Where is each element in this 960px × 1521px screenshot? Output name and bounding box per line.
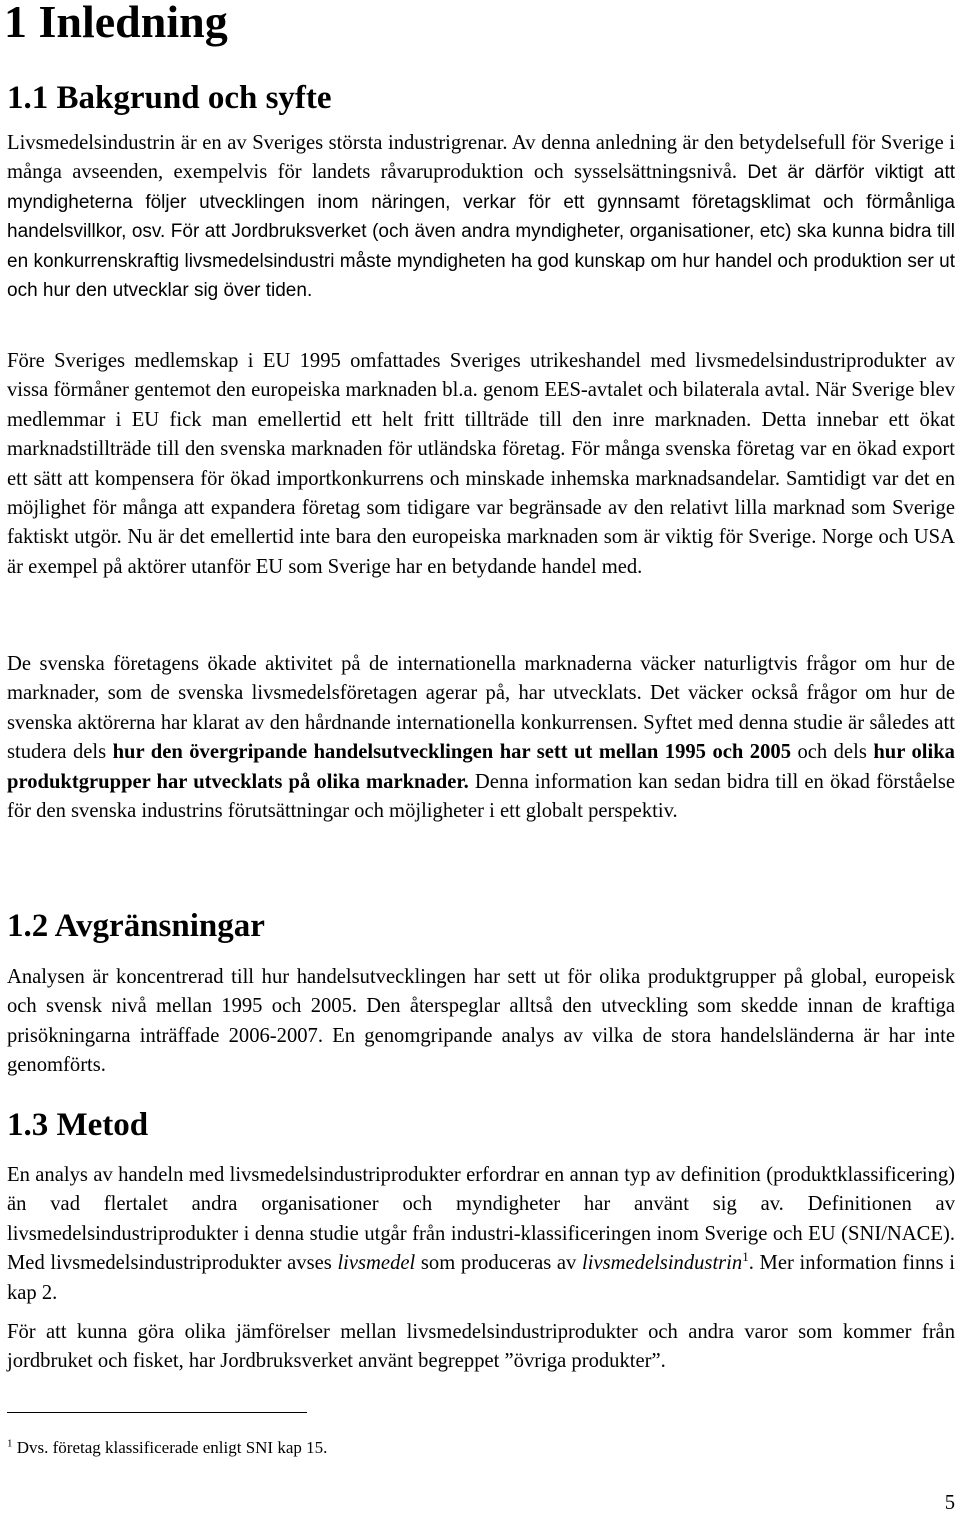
section-heading-bakgrund: 1.1 Bakgrund och syfte — [7, 80, 332, 116]
bold-text: hur olika produktgrupper har utvecklats på olika marknader. — [7, 741, 955, 793]
italic-text: livsmedelsindustrin — [582, 1252, 743, 1275]
page-number: 5 — [944, 1492, 955, 1514]
paragraph-syfte — [7, 650, 955, 826]
footnote-reference: 1 — [742, 1249, 749, 1265]
paragraph-text-sans: Det är därför viktigt att myndigheterna följer utvecklingen inom näringen, verkar för ett gynnsamt företagsklimat och förmånliga handelsvillkor, osv. För att Jordbruksverket (och även andra myndigheter, organisationer, etc) ska kunna bidra till en konkurrenskraftig livsmedelsindustri måste myndigheten ha god kunskap om hur handel och produktion ser ut och hur den utvecklar sig över tiden. — [7, 162, 956, 302]
bold-text: hur den övergripande handelsutvecklingen har sett ut mellan 1995 och 2005 — [112, 741, 791, 764]
chapter-heading: 1 Inledning — [4, 0, 228, 47]
paragraph-text: och dels — [791, 741, 874, 764]
footnote-divider — [7, 1412, 307, 1413]
paragraph-metod-2: För att kunna göra olika jämförelser mellan livsmedelsindustriprodukter och andra varor som kommer från jordbruket och fisket, har Jordbruksverket använt begreppet ”övriga produkter”. — [7, 1321, 955, 1373]
paragraph-bakgrund-1 — [7, 129, 955, 305]
paragraph-text: De svenska företagens ökade aktivitet på de internationella marknaderna väcker naturligtvis frågor om hur de marknader, som de svenska livsmedelsföretagen agerar på, har utvecklats. Det väcker också frågor om hur de svenska aktörerna har klarat av den hårdnande internationella konkurrensen. Syftet med denna studie är således att studera dels — [7, 653, 955, 764]
paragraph-metod-1 — [7, 1161, 955, 1308]
section-heading-metod: 1.3 Metod — [7, 1107, 149, 1143]
paragraph-text-serif: Livsmedelsindustrin är en av Sveriges största industrigrenar. Av denna anledning är den betydelsefull för Sverige i många avseenden, exempelvis för landets råvaruproduktion och sysselsättningsnivå. — [7, 132, 955, 184]
footnote-marker: 1 — [7, 1437, 13, 1450]
paragraph-text: som produceras av — [415, 1252, 583, 1275]
italic-text: livsmedel — [337, 1252, 416, 1275]
paragraph-text: En analys av handeln med livsmedelsindustriprodukter erfordrar en annan typ av definition (produktklassificering) än vad flertalet andra organisationer och myndigheter har använt sig av. Definitionen av livsmedelsindustriprodukter i denna studie utgår från industri-klassificeringen inom Sverige och EU (SNI/NACE). Med livsmedelsindustriprodukter avses — [7, 1164, 955, 1275]
section-heading-avgransningar: 1.2 Avgränsningar — [7, 908, 265, 944]
footnote-text: Dvs. företag klassificerade enligt SNI kap 15. — [12, 1438, 328, 1457]
paragraph-text: Denna information kan sedan bidra till en ökad förståelse för den svenska industrins förutsättningar och möjligheter i ett globalt perspektiv. — [7, 770, 955, 823]
paragraph-text: . Mer information finns i kap 2. — [7, 1252, 955, 1304]
paragraph-bakgrund-2: Före Sveriges medlemskap i EU 1995 omfattades Sveriges utrikeshandel med livsmedelsindustriprodukter av vissa förmåner gentemot den europeiska marknaden bl.a. genom EES-avtalet och bilaterala avtal. När Sverige blev medlemmar i EU fick man emellertid ett helt fritt tillträde till den inre marknaden. Detta innebar ett ökat marknadstillträde till den svenska marknaden för utländska företag. För många svenska företag var en ökad export ett sätt att kompensera för ökad importkonkurrens och minskade inhemska marknadsandelar. Samtidigt var det en möjlighet för många att expandera företag som tidigare var begränsade av den relativt lilla marknad som Sverige faktiskt utgör. Nu är det emellertid inte bara den europeiska marknaden som är viktig för Sverige. Norge och USA är exempel på aktörer utanför EU som Sverige har en betydande handel med. — [7, 350, 955, 578]
paragraph-avgransningar: Analysen är koncentrerad till hur handelsutvecklingen har sett ut för olika produktgrupper på global, europeisk och svensk nivå mellan 1995 och 2005. Den återspeglar alltså den utveckling som skedde innan de kraftiga prisökningarna inträffade 2006-2007. En genomgripande analys av vilka de stora handelsländerna är har inte genomförts. — [7, 966, 955, 1077]
footnote — [7, 1436, 327, 1460]
